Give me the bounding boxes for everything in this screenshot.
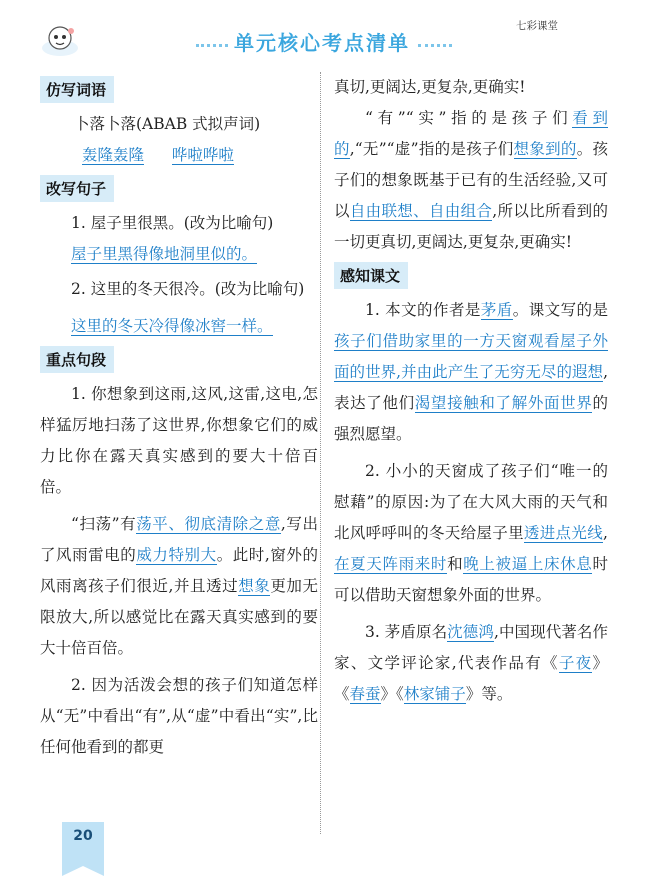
- underlined-answer: 想象: [238, 577, 271, 595]
- analysis-paragraph-1: “扫荡”有荡平、彻底清除之意,写出了风雨雷电的威力特别大。此时,窗外的风雨离孩子们很近,并且透过想象更加无限放大,所以感觉比在露天真实感到的要大十倍百倍。: [40, 515, 318, 657]
- right-column: [334, 72, 608, 710]
- page-title: 单元核心考点清单: [234, 31, 410, 55]
- underlined-answer: 看到的: [334, 109, 608, 158]
- answer-word-2: 哗啦哗啦: [171, 146, 234, 164]
- brand-label: 七彩课堂: [516, 20, 558, 32]
- answer-word-1: 轰隆轰隆: [82, 146, 145, 164]
- underlined-answer: 自由联想、自由组合: [349, 202, 493, 220]
- key-sentence-2: 2. 因为活泼会想的孩子们知道怎样从“无”中看出“有”,从“虚”中看出“实”,比任何他看到的都更: [40, 676, 318, 756]
- perceive-item-3: 3. 茅盾原名沈德鸿,中国现代著名作家、文学评论家,代表作品有《子夜》《春蚕》《林家铺子》等。: [334, 623, 609, 703]
- perceive-item-2: 2. 小小的天窗成了孩子们“唯一的慰藉”的原因:为了在大风大雨的天气和北风呼呼叫的冬天给屋子里透进点光线,在夏天阵雨来时和晚上被逼上床休息时可以借助天窗想象外面的世界。: [334, 462, 608, 604]
- column-divider: [320, 72, 321, 834]
- underlined-answer: 渴望接触和了解外面世界: [414, 394, 593, 412]
- section-heading-key-sentences: 重点句段: [40, 346, 114, 373]
- page-header: [0, 0, 649, 64]
- underlined-answer: 沈德鸿: [447, 623, 494, 641]
- perceive-item-1: 1. 本文的作者是茅盾。课文写的是孩子们借助家里的一方天窗观看屋子外面的世界,并由此产生了无穷无尽的遐想,表达了他们渴望接触和了解外面世界的强烈愿望。: [334, 301, 608, 443]
- underlined-answer: 在夏天阵雨来时: [334, 555, 448, 573]
- header-dots-right: [418, 44, 452, 47]
- rewrite-question-1: 1. 屋子里很黑。(改为比喻句): [71, 214, 274, 232]
- analysis-paragraph-2: “有”“实”指的是孩子们看到的,“无”“虚”指的是孩子们想象到的。孩子们的想象既基于已有的生活经验,又可以自由联想、自由组合,所以比所看到的一切更真切,更阔达,更复杂,更确实!: [334, 109, 608, 251]
- underlined-answer: 荡平、彻底清除之意: [136, 515, 281, 533]
- rewrite-answer-1: 屋子里黑得像地洞里似的。: [71, 245, 258, 263]
- section-heading-imitate-words: 仿写词语: [40, 76, 114, 103]
- underlined-answer: 晚上被逼上床休息: [463, 555, 593, 573]
- section-heading-rewrite-sentences: 改写句子: [40, 175, 114, 202]
- rewrite-answer-2: 这里的冬天冷得像冰窖一样。: [71, 317, 273, 335]
- underlined-answer: 茅盾: [480, 301, 513, 319]
- underlined-answer: 春蚕: [349, 685, 381, 703]
- underlined-answer: 想象到的: [513, 140, 577, 158]
- underlined-answer: 孩子们借助家里的一方天窗观看屋子外面的世界,并由此产生了无穷无尽的遐想: [334, 332, 608, 381]
- header-dots-left: [196, 44, 228, 47]
- word-answers: [40, 140, 318, 171]
- key-sentence-2-continued: 真切,更阔达,更复杂,更确实!: [334, 78, 526, 96]
- underlined-answer: 透进点光线: [523, 524, 604, 542]
- page-number: 20: [62, 822, 104, 866]
- rewrite-question-2: 2. 这里的冬天很冷。(改为比喻句): [71, 280, 305, 298]
- underlined-answer: 威力特别大: [136, 546, 217, 564]
- key-sentence-1: 1. 你想象到这雨,这风,这雷,这电,怎样猛厉地扫荡了这世界,你想象它们的威力比你在露天真实感到的要大十倍百倍。: [40, 385, 318, 496]
- underlined-answer: 林家铺子: [403, 685, 466, 703]
- cartoon-mascot-icon: [40, 22, 80, 58]
- underlined-answer: 子夜: [558, 654, 593, 672]
- word-pattern: 卜落卜落(ABAB 式拟声词): [74, 115, 261, 133]
- section-heading-perceive-text: 感知课文: [334, 262, 408, 289]
- left-column: [40, 72, 318, 763]
